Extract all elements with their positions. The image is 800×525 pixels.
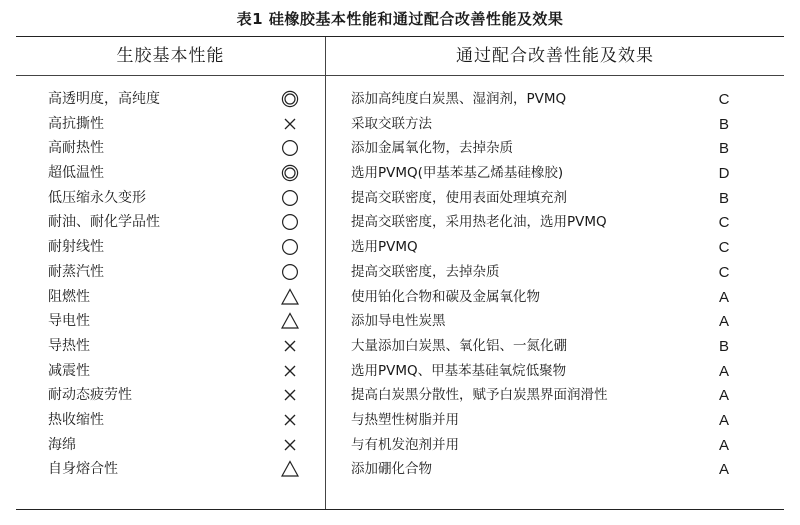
effect-grade: C [718, 239, 730, 257]
improvement-method: 提高交联密度，使用表面处理填充剂 [351, 189, 567, 206]
effect-grade: C [718, 263, 730, 281]
improvement-method: 大量添加白炭黑、氧化铝、一氮化硼 [351, 337, 567, 354]
improvement-method: 选用PVMQ [351, 239, 418, 256]
effect-grade: C [718, 91, 730, 108]
property-label: 导热性 [48, 337, 90, 354]
cross-icon [278, 433, 302, 458]
table-row [16, 408, 784, 433]
property-label: 高透明度，高纯度 [48, 91, 160, 107]
improvement-method: 与有机发泡剂并用 [351, 436, 459, 453]
property-label: 低压缩永久变形 [48, 189, 146, 206]
table-caption: 表1 硅橡胶基本性能和通过配合改善性能及效果 [236, 10, 564, 28]
property-label: 耐油、耐化学品性 [48, 214, 160, 231]
table-row [16, 457, 784, 482]
table-row [16, 112, 784, 137]
triangle-icon [278, 285, 302, 310]
effect-grade: B [718, 115, 729, 133]
triangle-icon [278, 457, 302, 482]
table-row [16, 285, 784, 310]
effect-grade: A [718, 461, 729, 479]
property-label: 高抗撕性 [48, 115, 104, 132]
header-divider [16, 75, 784, 76]
table-row [16, 334, 784, 359]
improvement-method: 添加导电性炭黑 [351, 313, 446, 330]
improvement-method: 与热塑性树脂并用 [351, 411, 459, 428]
improvement-method: 选用PVMQ(甲基苯基乙烯基硅橡胶) [351, 165, 564, 182]
table-row [16, 210, 784, 235]
improvement-method: 提高交联密度，采用热老化油，选用PVMQ [351, 214, 607, 231]
property-label: 导电性 [48, 313, 90, 330]
table-row [16, 161, 784, 186]
effect-grade: B [718, 140, 729, 158]
property-label: 超低温性 [48, 165, 104, 182]
table-body [16, 87, 784, 482]
table-row [16, 260, 784, 285]
property-label: 减震性 [48, 362, 90, 379]
effect-grade: B [718, 189, 729, 207]
property-label: 耐蒸汽性 [48, 263, 104, 280]
table-row [16, 186, 784, 211]
improvement-method: 添加高纯度白炭黑、湿润剂，PVMQ [351, 91, 567, 107]
property-label: 耐射线性 [48, 239, 104, 256]
cross-icon [278, 359, 302, 384]
cross-icon [278, 383, 302, 408]
cross-icon [278, 334, 302, 359]
property-label: 自身熔合性 [48, 461, 118, 478]
property-label: 高耐热性 [48, 140, 104, 157]
triangle-icon [278, 309, 302, 334]
header-improvement-methods: 通过配合改善性能及效果 [456, 46, 654, 66]
table-row [16, 383, 784, 408]
double-circle-icon [278, 161, 302, 186]
cross-icon [278, 112, 302, 137]
table-row [16, 309, 784, 334]
property-label: 耐动态疲劳性 [48, 387, 132, 404]
circle-icon [278, 235, 302, 260]
property-label: 海绵 [48, 436, 76, 453]
improvement-method: 提高交联密度，去掉杂质 [351, 263, 500, 280]
cross-icon [278, 408, 302, 433]
effect-grade: B [718, 337, 729, 355]
circle-icon [278, 260, 302, 285]
effect-grade: A [718, 313, 729, 331]
properties-table [16, 36, 784, 510]
effect-grade: A [718, 288, 729, 306]
circle-icon [278, 136, 302, 161]
property-label: 阻燃性 [48, 288, 90, 305]
improvement-method: 采取交联方法 [351, 115, 432, 132]
improvement-method: 添加硼化合物 [351, 461, 432, 478]
effect-grade: A [718, 362, 729, 380]
effect-grade: A [718, 411, 729, 429]
effect-grade: A [718, 387, 729, 405]
improvement-method: 使用铂化合物和碳及金属氧化物 [351, 288, 540, 305]
circle-icon [278, 210, 302, 235]
table-row [16, 87, 784, 112]
circle-icon [278, 186, 302, 211]
effect-grade: D [718, 165, 730, 183]
improvement-method: 选用PVMQ、甲基苯基硅氧烷低聚物 [351, 362, 567, 379]
table-row [16, 433, 784, 458]
effect-grade: C [718, 214, 730, 232]
improvement-method: 提高白炭黑分散性，赋予白炭黑界面润滑性 [351, 387, 608, 404]
table-row [16, 136, 784, 161]
property-label: 热收缩性 [48, 411, 104, 428]
header-basic-properties: 生胶基本性能 [116, 46, 225, 66]
improvement-method: 添加金属氧化物，去掉杂质 [351, 140, 513, 157]
effect-grade: A [718, 436, 729, 454]
table-row [16, 235, 784, 260]
double-circle-icon [278, 87, 302, 112]
table-row [16, 359, 784, 384]
